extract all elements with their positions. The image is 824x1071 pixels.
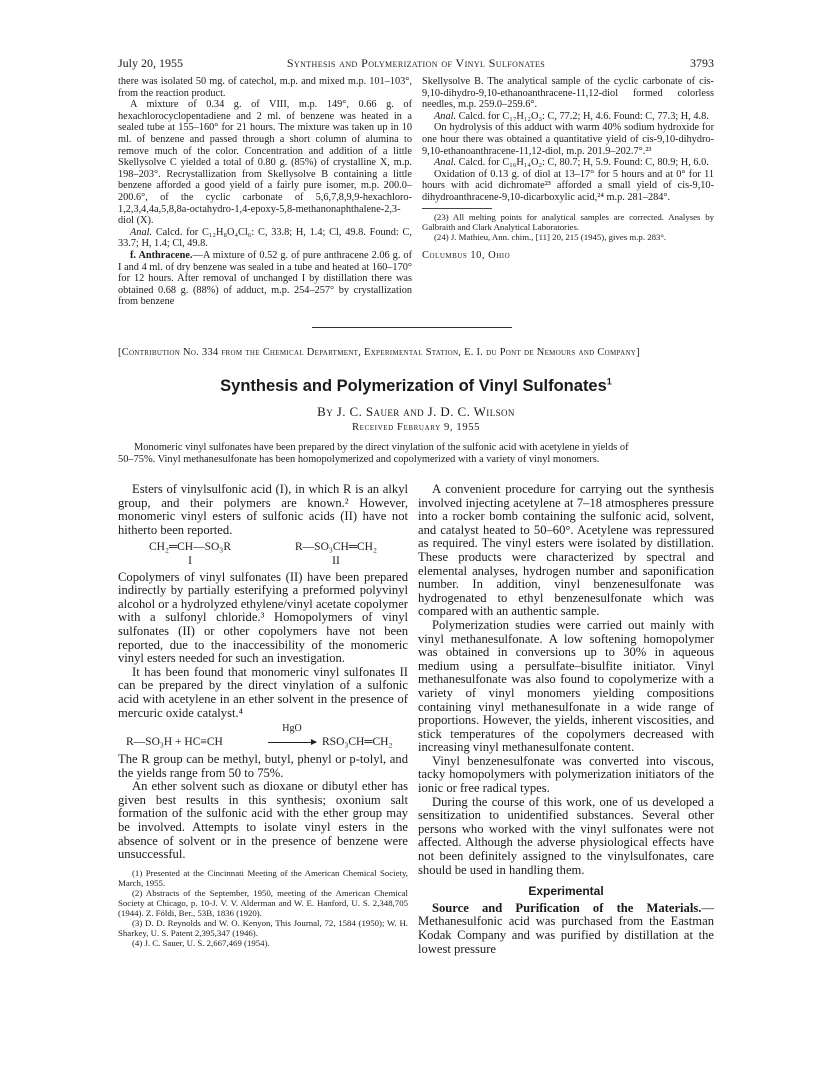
prev-paragraph: Oxidation of 0.13 g. of diol at 13–17° for 5 hours and at 0° for 11 hours with acid dichromate²³ afforded a small yield of cis-9,10-dihydroanthracene-9,10-dicarboxylic acid,²⁴ m.p. 281–284°. [422,168,714,203]
title-text: Synthesis and Polymerization of Vinyl Sulfonates [220,377,607,395]
body-paragraph: It has been found that monomeric vinyl sulfonates II can be prepared by the direct vinylation of a sulfonic acid with acetylene in an ether solvent in the presence of mercuric oxide catalyst.⁴ [118,664,408,720]
structural-formulas [118,537,408,555]
prev-paragraph: A mixture of 0.34 g. of VIII, m.p. 149°, 0.66 g. of hexachlorocyclopentadiene and 2 ml. of benzene was heated in a sealed tube at 155–160° for 21 hours. The mixture was taken up in 10 ml. of benzene and passed through a short column of alumina to remove much of the color. Concentration and addition of a little Skellysolve C yielded a total of 0.80 g. (85%) of crystalline X, m.p. 198–203°. Recrystallization from Skellysolve B containing a little benzene afforded a good yield of a fairly pure isomer, m.p. 200.0–200.6°, of the cyclic carbonate of 5,6,7,8,9,9-hexachloro-1,2,3,4,4a,5,8,8a-octahydro-1,4-epoxy-5,8-methanonaphthalene-2,3-diol (X). [118,99,412,227]
article-title [118,377,714,396]
footnote: (3) D. D. Reynolds and W. O. Kenyon, This Journal, 72, 1584 (1950); W. H. Sharkey, U. S. Patent 2,395,347 (1946). [118,917,408,938]
formula-label-i: I [188,554,192,567]
institution-location: Columbus 10, Ohio [422,250,511,262]
header-title: Synthesis and Polymerization of Vinyl Sulfonates [286,56,546,70]
formula-i: CH₂═CH—SO₃R [149,541,231,554]
footnote: (4) J. C. Sauer, U. S. 2,667,469 (1954). [132,937,270,948]
prev-paragraph [118,250,412,308]
body-paragraph: Polymerization studies were carried out mainly with vinyl methanesulfonate. A low softening homopolymer was obtained in conversions up to 30% in aqueous medium using a persulfate–bisulfite initiator. Vinyl methanesulfonate was also found to copolymerize with a variety of vinyl monomers yielding compositions containing vinyl methanesulfonate in a wide range of proportions. However, the yields, inherent viscosities, and stick temperatures of the copolymers decreased with increasing vinyl methanesulfonate content. [418,617,714,755]
body-paragraph [418,902,714,956]
footnotes [118,868,408,948]
body-right-column [418,483,714,956]
analysis-line [422,157,714,169]
footnote-rule [422,208,492,209]
body-paragraph: The R group can be methyl, butyl, phenyl or p-tolyl, and the yields range from 50 to 75%. [118,752,408,780]
abstract [118,442,714,466]
paragraph-text: —A mixture of 0.52 g. of pure anthracene 2.06 g. of I and 4 ml. of dry benzene was sealed in a tube and heated at 160–170° for 12 hours. After removal of unchanged I by distillation there was obtained 0.68 g. (88%) of adduct, m.p. 254–257° by crystallization from benzene [118,249,412,308]
body-left-column [118,483,408,948]
body-paragraph: Vinyl benzenesulfonate was converted into viscous, tacky homopolymers with polymerization initiators of the ionic or free radical types. [418,753,714,796]
abstract-line: Monomeric vinyl sulfonates have been prepared by the direct vinylation of the sulfonic acid with acetylene in yields of [134,442,629,453]
previous-article-left-column [118,76,412,308]
footnote: (23) All melting points for analytical samples are corrected. Analyses by Galbraith and Clark Analytical Laboratories. [422,211,714,232]
footnote: (2) Abstracts of the September, 1950, meeting of the American Chemical Society at Chicago, p. 10-J. V. V. Alderman and W. E. Hanford, U. S. 2,348,705 (1944). Z. Földi, Ber., 53B, 1836 (1920). [118,887,408,918]
prev-paragraph: Skellysolve B. The analytical sample of the cyclic carbonate of cis-9,10-dihydro-9,10-ethanoanthracene-11,12-diol formed colorless needles, m.p. 259.0–259.6°. [422,76,714,111]
anal-text: Calcd. for C₁₆H₁₄O₂: C, 80.7; H, 5.9. Found: C, 80.9; H, 6.0. [458,157,709,169]
reaction-product: RSO₃CH═CH₂ [322,736,393,749]
body-paragraph: An ether solvent such as dioxane or dibutyl ether has given best results in this synthesis; oxonium salt formation of the sulfonic acid with the ether group may be involved. Attempts to isolate vinyl esters in the absence of solvent or in the presence of benzene were unsuccessful. [118,779,408,862]
anal-label: Anal. [434,110,457,122]
analysis-line [422,111,714,123]
analysis-line [118,227,412,250]
anal-text: Calcd. for C₁₇H₁₂O₃: C, 77.2; H, 4.6. Found: C, 77.3; H, 4.8. [458,110,709,122]
body-paragraph: Copolymers of vinyl sulfonates (II) have been prepared indirectly by partially esterifying a preformed polyvinyl alcohol or a hydrolyzed ethylene/vinyl acetate copolymer with a sulfonyl chloride.³ Homopolymers of vinyl sulfonates (II) or other copolymers have not been reported, due to the inaccessibility of the monomeric vinyl esters needed for such an investigation. [118,569,408,666]
header-date: July 20, 1955 [118,56,184,70]
section-heading-experimental: Experimental [528,884,604,899]
body-paragraph: A convenient procedure for carrying out the synthesis involved injecting acetylene at 7–18 atmospheres pressure into a rocker bomb containing the sulfonic acid, solvent, and catalyst heated to 50–60°. Acetylene was repressured as required. The vinyl esters were isolated by distillation. These products were characterized by spectral and elemental analyses, hydrogen number and saponification number. In addition, vinyl benzenesulfonate was hydrogenated to ethyl benzenesulfonate which was compared with an authentic sample. [418,482,714,619]
run-in-heading: Source and Purification of the Materials. [432,900,702,915]
header-page-number: 3793 [690,56,714,70]
run-in-heading: f. Anthracene. [130,249,193,261]
title-footnote-mark: 1 [606,376,612,387]
formula-ii: R—SO₃CH═CH₂ [295,541,377,554]
prev-paragraph: there was isolated 50 mg. of catechol, m.p. and mixed m.p. 101–103°, from the reaction product. [118,76,412,99]
previous-article-right-column [412,76,714,262]
article-divider [312,327,512,328]
body-paragraph: During the course of this work, one of us developed a sensitization to unidentified substances. Several other persons who worked with the vinyl sulfonates were not affected. Although the adverse physiological effects have not been definitely assigned to the vinylsulfonates, care should be used in handling them. [418,794,714,877]
formula-labels [118,555,408,571]
body-paragraph: Esters of vinylsulfonic acid (I), in which R is an alkyl group, and their polymers are known.² However, monomeric vinyl esters of sulfonic acids (II) have not hitherto been reported. [118,482,408,537]
reaction-equation [118,722,408,752]
reaction-reactants: R—SO₃H + HC≡CH [126,736,223,749]
paragraph-text: —Methanesulfonic acid was purchased from the Eastman Kodak Company and was purified by distillation at the lowest pressure [418,900,714,956]
anal-label: Anal. [130,226,153,238]
abstract-line: 50–75%. Vinyl methanesulfonate has been homopolymerized and copolymerized with a variety of vinyl monomers. [118,454,600,465]
article-authors: By J. C. Sauer and J. D. C. Wilson [317,404,515,419]
anal-label: Anal. [434,157,457,169]
footnote: (1) Presented at the Cincinnati Meeting of the American Chemical Society, March, 1955. [118,867,408,888]
reaction-arrow-icon [268,742,316,743]
footnote: (24) J. Mathieu, Ann. chim., [11] 20, 215 (1945), gives m.p. 283°. [434,231,667,242]
prev-paragraph: On hydrolysis of this adduct with warm 40% sodium hydroxide for one hour there was obtained a quantitative yield of cis-9,10-dihydro-9,10-ethanoanthracene-11,12-diol, m.p. 201.9–202.7°.²³ [422,122,714,157]
formula-label-ii: II [332,554,340,567]
reaction-catalyst: HgO [282,723,302,735]
received-date: Received February 9, 1955 [351,422,481,433]
running-header [118,56,714,72]
contribution-line: [Contribution No. 334 from the Chemical Department, Experimental Station, E. I. du Pont de Nemours and Company] [118,347,640,358]
anal-text: Calcd. for C₁₂H₈O₄Cl₆: C, 33.8; H, 1.4; Cl, 49.8. Found: C, 33.7; H, 1.4; Cl, 49.8. [118,226,412,250]
